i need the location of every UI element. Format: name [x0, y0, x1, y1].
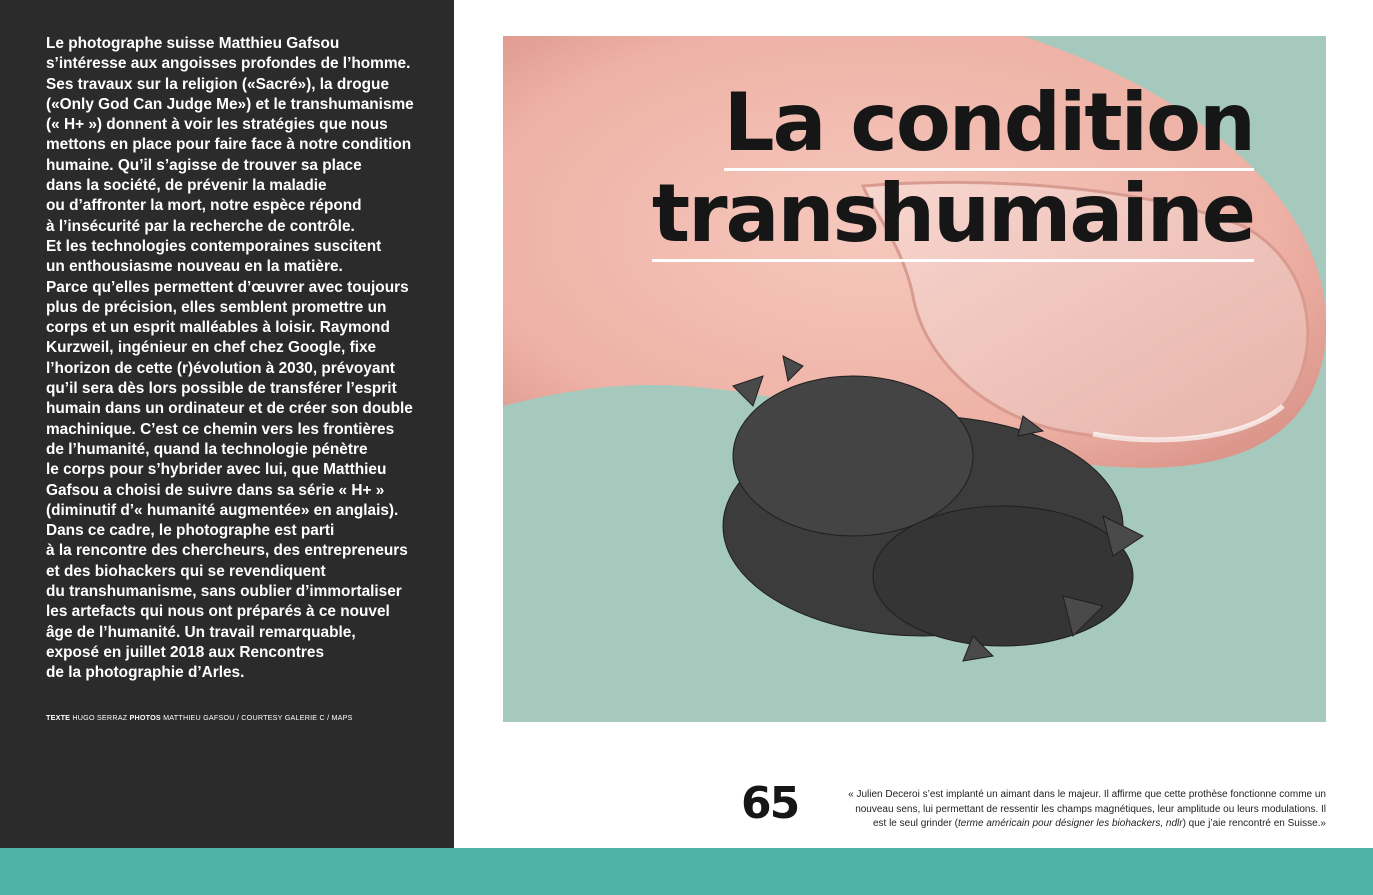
bottom-color-band	[0, 848, 1373, 895]
left-text-panel	[0, 0, 454, 848]
intro-paragraph: Le photographe suisse Matthieu Gafsou s’intéresse aux angoisses profondes de l’homme. Ses travaux sur la religion («Sacré»), la drogue («Only God Can Judge Me») et le transhumanisme (« H+ ») donnent à voir les stratégies que nous mettons en place pour faire face à notre condition humaine. Qu’il s’agisse de trouver sa place dans la société, de prévenir la maladie ou d’affronter la mort, notre espèce répond à l’insécurité par la recherche de contrôle. Et les technologies contemporaines suscitent un enthousiasme nouveau en la matière. Parce qu’elles permettent d’œuvrer avec toujours plus de précision, elles semblent promettre un corps et un esprit malléables à loisir. Raymond Kurzweil, ingénieur en chef chez Google, fixe l’horizon de cette (r)évolution à 2030, prévoyant qu’il sera dès lors possible de transférer l’esprit humain dans un ordinateur et de créer son double machinique. C’est ce chemin vers les frontières de l’humanité, quand la technologie pénètre le corps pour s’hybrider avec lui, que Matthieu Gafsou a choisi de suivre dans sa série « H+ » (diminutif d’« humanité augmentée» en anglais). Dans ce cadre, le photographe est parti à la rencontre des chercheurs, des entrepreneurs et des biohackers qui se revendiquent du transhumanisme, sans oublier d’immortaliser les artefacts qui nous ont préparés à ce nouvel âge de l’humanité. Un travail remarquable, exposé en juillet 2018 aux Rencontres de la photographie d’Arles.	[46, 35, 414, 682]
credit-text-author: HUGO SERRAZ	[72, 713, 128, 722]
credit-photo-label: PHOTOS	[129, 713, 161, 722]
finger-magnet-photo	[503, 36, 1326, 722]
headline-line-1: La condition	[723, 76, 1254, 169]
page-number: 65	[741, 778, 799, 829]
credit-text-label: TEXTE	[46, 713, 71, 722]
headline-line-2: transhumaine	[651, 167, 1254, 260]
credits-line	[46, 713, 446, 722]
page-headline	[651, 76, 1254, 262]
credit-photo-author: MATTHIEU GAFSOU / COURTESY GALERIE C / MAPS	[163, 713, 353, 722]
photo-caption: « Julien Deceroi s’est implanté un aimant dans le majeur. Il affirme que cette prothèse fonctionne comme un nouveau sens, lui permettant de ressentir les champs magnétiques, leur amplitude ou leurs modulations. Il est le seul grinder (terme américain pour désigner les biohackers, ndlr) que j’aie rencontré en Suisse.»	[848, 789, 1326, 829]
